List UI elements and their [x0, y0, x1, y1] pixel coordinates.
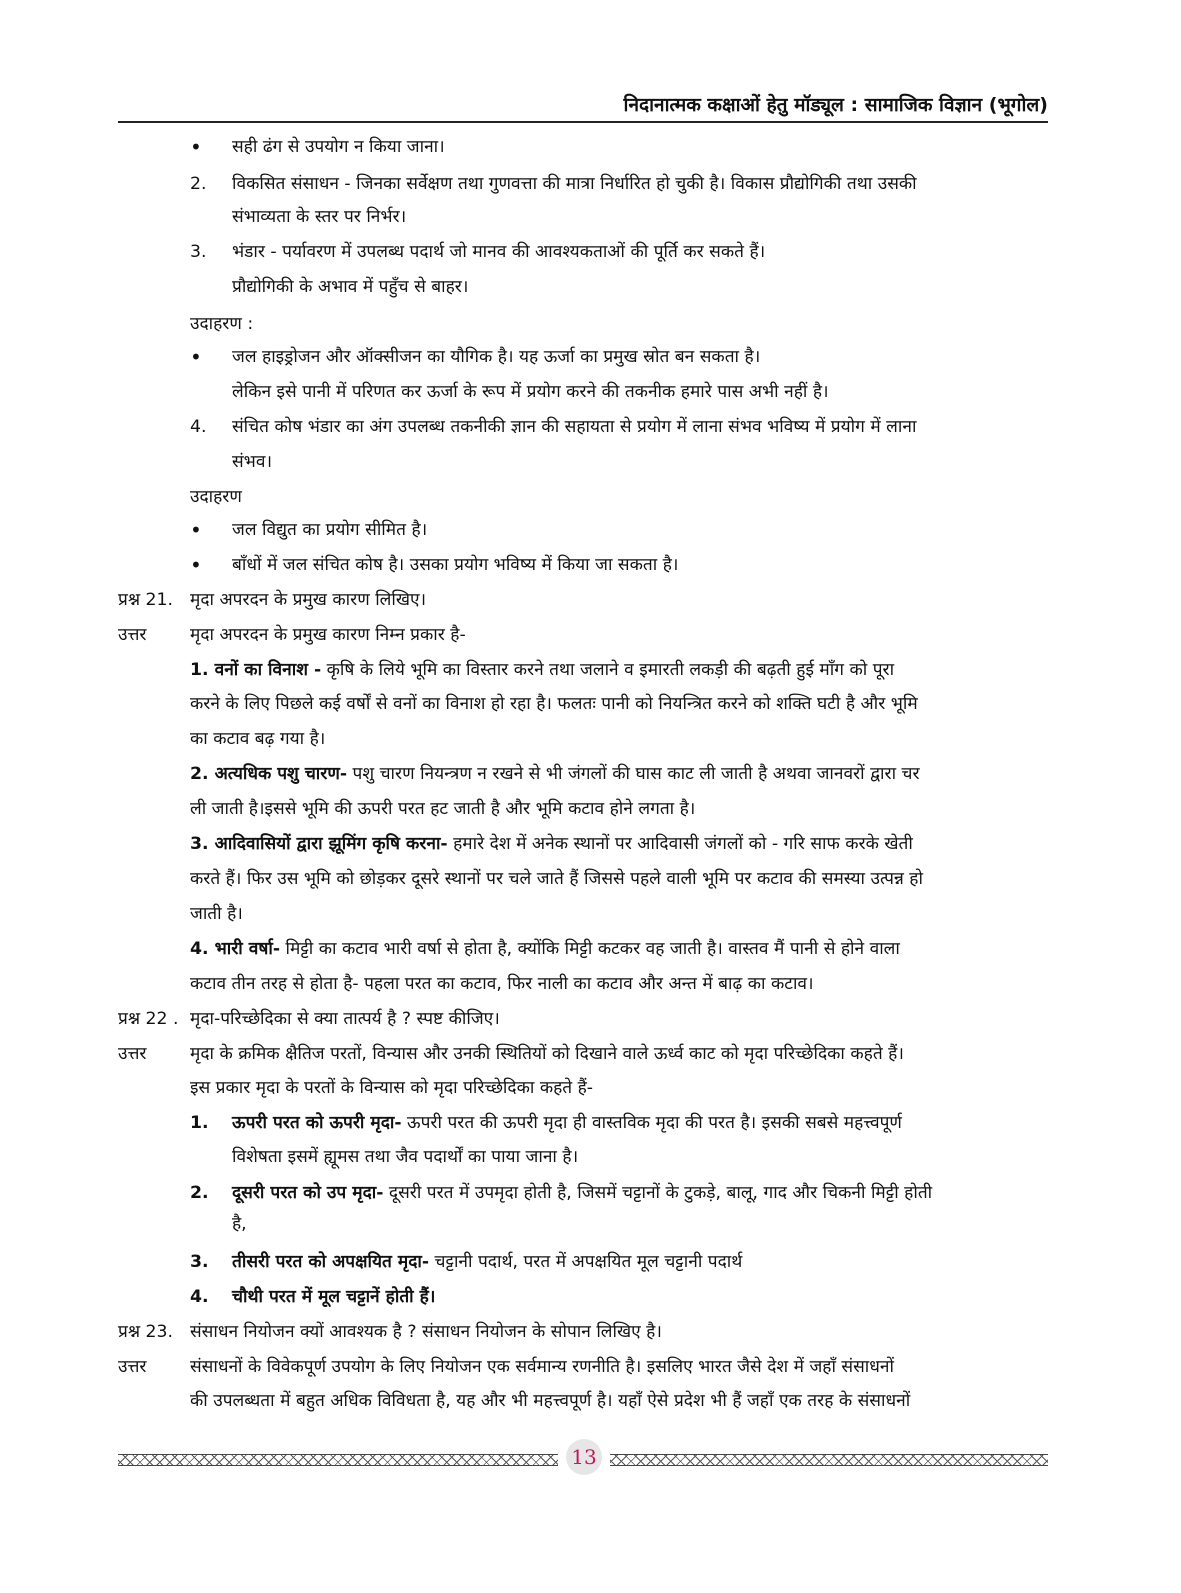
point-text: चट्टानी पदार्थ, परत में अपक्षयित मूल चट्टानी पदार्थ	[429, 1252, 743, 1272]
text-line: ली जाती है।इससे भूमि की ऊपरी परत हट जाती है और भूमि कटाव होने लगता है।	[190, 799, 696, 819]
question-label: प्रश्न 21.	[118, 590, 174, 610]
point-heading: दूसरी परत को उप मृदा-	[232, 1183, 384, 1203]
question-text: मृदा-परिच्छेदिका से क्या तात्पर्य है ? स्पष्ट कीजिए।	[190, 1009, 500, 1029]
list-number: 3.	[190, 1252, 209, 1272]
question-label: प्रश्न 22 .	[118, 1009, 179, 1029]
page-footer	[118, 1447, 1048, 1473]
answer-label: उत्तर	[118, 1357, 147, 1377]
list-number: 4.	[190, 1287, 209, 1307]
question-text: संसाधन नियोजन क्यों आवश्यक है ? संसाधन नियोजन के सोपान लिखिए है।	[190, 1322, 662, 1342]
bullet: •	[190, 135, 202, 159]
header-rule	[118, 121, 1048, 123]
question-label: प्रश्न 23.	[118, 1322, 174, 1342]
point-heading: ऊपरी परत को ऊपरी मृदा-	[232, 1113, 402, 1133]
example-label: उदाहरण :	[190, 314, 254, 334]
answer-label: उत्तर	[118, 1044, 147, 1064]
text-line: बाँधों में जल संचित कोष है। उसका प्रयोग भविष्य में किया जा सकता है।	[232, 555, 679, 575]
text-line: सही ढंग से उपयोग न किया जाना।	[232, 137, 445, 157]
bullet: •	[190, 345, 202, 369]
paragraph-line	[190, 832, 913, 856]
text-line: जाती है।	[190, 904, 243, 924]
point-text: हमारे देश में अनेक स्थानों पर आदिवासी जंगलों को - गरि साफ करके खेती	[447, 834, 913, 854]
page-number: 13	[566, 1439, 602, 1475]
list-number: 4.	[190, 417, 207, 437]
text-line: विकसित संसाधन - जिनका सर्वेक्षण तथा गुणवत्ता की मात्रा निर्धारित हो चुकी है। विकास प्रौद्योगिकी तथा उसकी	[232, 174, 917, 194]
point-text: ऊपरी परत की ऊपरी मृदा ही वास्तविक मृदा की परत है। इसकी सबसे महत्त्वपूर्ण	[401, 1113, 902, 1133]
bullet: •	[190, 518, 202, 542]
list-number: 1.	[190, 1113, 209, 1133]
text-line: भंडार - पर्यावरण में उपलब्ध पदार्थ जो मानव की आवश्यकताओं की पूर्ति कर सकते हैं।	[232, 242, 766, 262]
footer-ornament-right	[610, 1454, 1048, 1466]
point-heading: 2. अत्यधिक पशु चारण-	[190, 764, 348, 784]
question-text: मृदा अपरदन के प्रमुख कारण लिखिए।	[190, 590, 427, 610]
text-line: विशेषता इसमें ह्यूमस तथा जैव पदार्थों का पाया जाना है।	[232, 1147, 579, 1167]
text-line: लेकिन इसे पानी में परिणत कर ऊर्जा के रूप में प्रयोग करने की तकनीक हमारे पास अभी नहीं है।	[232, 382, 829, 402]
point-heading: चौथी परत में मूल चट्टानें होती हैं।	[232, 1287, 436, 1307]
point-text: दूसरी परत में उपमृदा होती है, जिसमें चट्टानों के टुकड़े, बालू, गाद और चिकनी मिट्टी होती	[383, 1183, 933, 1203]
answer-label: उत्तर	[118, 625, 147, 645]
text-line: करने के लिए पिछले कई वर्षों से वनों का विनाश हो रहा है। फलतः पानी को नियन्त्रित करने को शक्ति घटी है और भूमि	[190, 694, 918, 714]
text-line: जल हाइड्रोजन और ऑक्सीजन का यौगिक है। यह ऊर्जा का प्रमुख स्रोत बन सकता है।	[232, 347, 761, 367]
text-line: जल विद्युत का प्रयोग सीमित है।	[232, 520, 428, 540]
example-label: उदाहरण	[190, 487, 242, 507]
point-heading: 1. वनों का विनाश -	[190, 660, 322, 680]
list-number: 2.	[190, 1183, 209, 1203]
list-number: 2.	[190, 174, 207, 194]
point-text: पशु चारण नियन्त्रण न रखने से भी जंगलों की घास काट ली जाती है अथवा जानवरों द्वारा चर	[347, 764, 920, 784]
paragraph-line	[232, 1111, 902, 1135]
point-heading: 4. भारी वर्षा-	[190, 939, 281, 959]
point-text: मिट्टी का कटाव भारी वर्षा से होता है, क्योंकि मिट्टी कटकर वह जाती है। वास्तव मैं पानी से होने वाला	[280, 939, 900, 959]
paragraph-line	[232, 1250, 742, 1274]
text-line: कटाव तीन तरह से होता है- पहला परत का कटाव, फिर नाली का कटाव और अन्त में बाढ़ का कटाव।	[190, 974, 814, 994]
list-number: 3.	[190, 242, 207, 262]
answer-text: संसाधनों के विवेकपूर्ण उपयोग के लिए नियोजन एक सर्वमान्य रणनीति है। इसलिए भारत जैसे देश में जहाँ संसाधनों	[190, 1357, 894, 1377]
text-line: का कटाव बढ़ गया है।	[190, 729, 326, 749]
answer-text: मृदा के क्रमिक क्षैतिज परतों, विन्यास और उनकी स्थितियों को दिखाने वाले ऊर्ध्व काट को मृदा परिच्छेदिका कहते हैं।	[190, 1044, 904, 1064]
point-text: कृषि के लिये भूमि का विस्तार करने तथा जलाने व इमारती लकड़ी की बढ़ती हुई माँग को पूरा	[321, 660, 895, 680]
point-heading: तीसरी परत को अपक्षयित मृदा-	[232, 1252, 430, 1272]
text-line: इस प्रकार मृदा के परतों के विन्यास को मृदा परिच्छेदिका कहते हैं-	[190, 1078, 594, 1098]
text-line: संचित कोष भंडार का अंग उपलब्ध तकनीकी ज्ञान की सहायता से प्रयोग में लाना संभव भविष्य में प्रयोग में लाना	[232, 417, 917, 437]
text-line: है,	[232, 1214, 247, 1234]
text-line: करते हैं। फिर उस भूमि को छोड़कर दूसरे स्थानों पर चले जाते हैं जिससे पहले वाली भूमि पर कटाव की समस्या उत्पन्न हो	[190, 869, 923, 889]
text-line: की उपलब्धता में बहुत अधिक विविधता है, यह और भी महत्त्वपूर्ण है। यहाँ ऐसे प्रदेश भी हैं जहाँ एक तरह के संसाधनों	[190, 1391, 911, 1411]
paragraph-line	[232, 1181, 932, 1205]
text-line: संभाव्यता के स्तर पर निर्भर।	[232, 207, 407, 227]
paragraph-line	[190, 658, 894, 682]
paragraph-line	[190, 762, 920, 786]
running-header: निदानात्मक कक्षाओं हेतु मॉड्यूल : सामाजिक विज्ञान (भूगोल)	[623, 94, 1048, 116]
paragraph-line	[190, 937, 900, 961]
answer-text: मृदा अपरदन के प्रमुख कारण निम्न प्रकार है-	[190, 625, 466, 645]
footer-ornament-left	[118, 1454, 558, 1466]
point-heading: 3. आदिवासियों द्वारा झूमिंग कृषि करना-	[190, 834, 448, 854]
text-line: संभव।	[232, 452, 272, 472]
text-line: प्रौद्योगिकी के अभाव में पहुँच से बाहर।	[232, 277, 469, 297]
bullet: •	[190, 553, 202, 577]
